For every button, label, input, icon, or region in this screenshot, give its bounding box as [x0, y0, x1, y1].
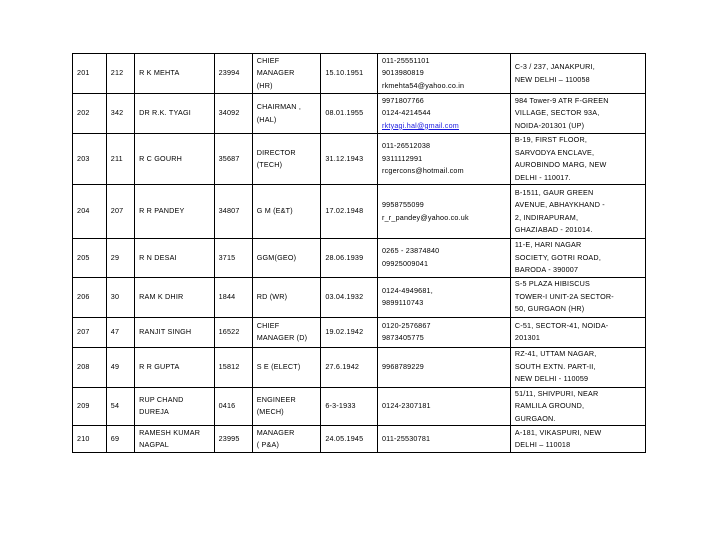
cell-designation: S E (ELECT) — [252, 347, 321, 387]
cell-address: C-3 / 237, JANAKPURI, NEW DELHI – 110058 — [510, 54, 645, 94]
cell-designation: ENGINEER (MECH) — [252, 387, 321, 426]
cell-id: 47 — [106, 317, 134, 347]
cell-designation: MANAGER ( P&A) — [252, 426, 321, 453]
cell-id: 69 — [106, 426, 134, 453]
cell-id: 54 — [106, 387, 134, 426]
cell-code: 16522 — [214, 317, 252, 347]
cell-id: 211 — [106, 134, 134, 185]
table-row — [73, 94, 646, 134]
cell-contact — [377, 94, 510, 134]
table-row — [73, 185, 646, 239]
cell-dob: 27.6.1942 — [321, 347, 378, 387]
cell-name: R K MEHTA — [135, 54, 215, 94]
cell-name: RUP CHAND DUREJA — [135, 387, 215, 426]
cell-name: R R PANDEY — [135, 185, 215, 239]
cell-contact: 0120-2576867 9873405775 — [377, 317, 510, 347]
cell-dob: 08.01.1955 — [321, 94, 378, 134]
cell-dob: 31.12.1943 — [321, 134, 378, 185]
table-row — [73, 134, 646, 185]
cell-code: 35687 — [214, 134, 252, 185]
cell-id: 29 — [106, 239, 134, 278]
cell-contact: 0265 - 23874840 09925009041 — [377, 239, 510, 278]
cell-designation: CHAIRMAN , (HAL) — [252, 94, 321, 134]
table-row — [73, 347, 646, 387]
cell-contact: 0124-4949681, 9899110743 — [377, 277, 510, 317]
cell-name: DR R.K. TYAGI — [135, 94, 215, 134]
cell-sno: 204 — [73, 185, 107, 239]
cell-name: R R GUPTA — [135, 347, 215, 387]
cell-dob: 15.10.1951 — [321, 54, 378, 94]
cell-dob: 03.04.1932 — [321, 277, 378, 317]
cell-sno: 201 — [73, 54, 107, 94]
table-row — [73, 426, 646, 453]
cell-code: 1844 — [214, 277, 252, 317]
table-row — [73, 317, 646, 347]
cell-contact: 011-26512038 9311112991 rcgercons@hotmail.com — [377, 134, 510, 185]
cell-designation: CHIEF MANAGER (HR) — [252, 54, 321, 94]
cell-contact: 9958755099 r_r_pandey@yahoo.co.uk — [377, 185, 510, 239]
cell-address: 51/11, SHIVPURI, NEAR RAMLILA GROUND, GURGAON. — [510, 387, 645, 426]
cell-address: S-5 PLAZA HIBISCUS TOWER-I UNIT-2A SECTOR- 50, GURGAON (HR) — [510, 277, 645, 317]
cell-id: 342 — [106, 94, 134, 134]
cell-sno: 209 — [73, 387, 107, 426]
cell-address: B-19, FIRST FLOOR, SARVODYA ENCLAVE, AUROBINDO MARG, NEW DELHI - 110017. — [510, 134, 645, 185]
cell-address: A-181, VIKASPURI, NEW DELHI – 110018 — [510, 426, 645, 453]
cell-contact: 011-25530781 — [377, 426, 510, 453]
cell-code: 3715 — [214, 239, 252, 278]
cell-id: 207 — [106, 185, 134, 239]
cell-code: 23994 — [214, 54, 252, 94]
cell-dob: 24.05.1945 — [321, 426, 378, 453]
cell-code: 34807 — [214, 185, 252, 239]
cell-address: C-51, SECTOR-41, NOIDA- 201301 — [510, 317, 645, 347]
table-row — [73, 387, 646, 426]
cell-address: B-1511, GAUR GREEN AVENUE, ABHAYKHAND - 2, INDIRAPURAM, GHAZIABAD - 201014. — [510, 185, 645, 239]
cell-code: 0416 — [214, 387, 252, 426]
member-table-body — [73, 54, 646, 453]
cell-code: 15812 — [214, 347, 252, 387]
cell-sno: 208 — [73, 347, 107, 387]
cell-sno: 206 — [73, 277, 107, 317]
table-row — [73, 239, 646, 278]
member-table — [72, 53, 646, 453]
cell-contact: 9968789229 — [377, 347, 510, 387]
table-row — [73, 277, 646, 317]
cell-designation: RD (WR) — [252, 277, 321, 317]
cell-address: RZ-41, UTTAM NAGAR, SOUTH EXTN. PART-II, NEW DELHI - 110059 — [510, 347, 645, 387]
cell-dob: 28.06.1939 — [321, 239, 378, 278]
cell-name: RAMESH KUMAR NAGPAL — [135, 426, 215, 453]
cell-sno: 203 — [73, 134, 107, 185]
cell-designation: DIRECTOR (TECH) — [252, 134, 321, 185]
cell-dob: 17.02.1948 — [321, 185, 378, 239]
cell-address: 11-E, HARI NAGAR SOCIETY, GOTRI ROAD, BARODA - 390007 — [510, 239, 645, 278]
cell-id: 30 — [106, 277, 134, 317]
cell-designation: G M (E&T) — [252, 185, 321, 239]
table-row — [73, 54, 646, 94]
cell-name: RANJIT SINGH — [135, 317, 215, 347]
cell-designation: CHIEF MANAGER (D) — [252, 317, 321, 347]
cell-dob: 19.02.1942 — [321, 317, 378, 347]
email-link[interactable]: rktyagi.hal@gmail.com — [381, 120, 459, 130]
cell-code: 34092 — [214, 94, 252, 134]
cell-id: 49 — [106, 347, 134, 387]
cell-designation: GGM(GEO) — [252, 239, 321, 278]
cell-contact: 011-25551101 9013980819 rkmehta54@yahoo.co.in — [377, 54, 510, 94]
cell-sno: 202 — [73, 94, 107, 134]
cell-code: 23995 — [214, 426, 252, 453]
cell-sno: 207 — [73, 317, 107, 347]
cell-dob: 6-3-1933 — [321, 387, 378, 426]
cell-sno: 205 — [73, 239, 107, 278]
cell-name: R C GOURH — [135, 134, 215, 185]
cell-contact: 0124-2307181 — [377, 387, 510, 426]
cell-name: RAM K DHIR — [135, 277, 215, 317]
cell-id: 212 — [106, 54, 134, 94]
contact-text: 9971807766 0124-4214544 — [381, 95, 431, 118]
cell-sno: 210 — [73, 426, 107, 453]
cell-name: R N DESAI — [135, 239, 215, 278]
cell-address: 984 Tower-9 ATR F-GREEN VILLAGE, SECTOR 93A, NOIDA-201301 (UP) — [510, 94, 645, 134]
